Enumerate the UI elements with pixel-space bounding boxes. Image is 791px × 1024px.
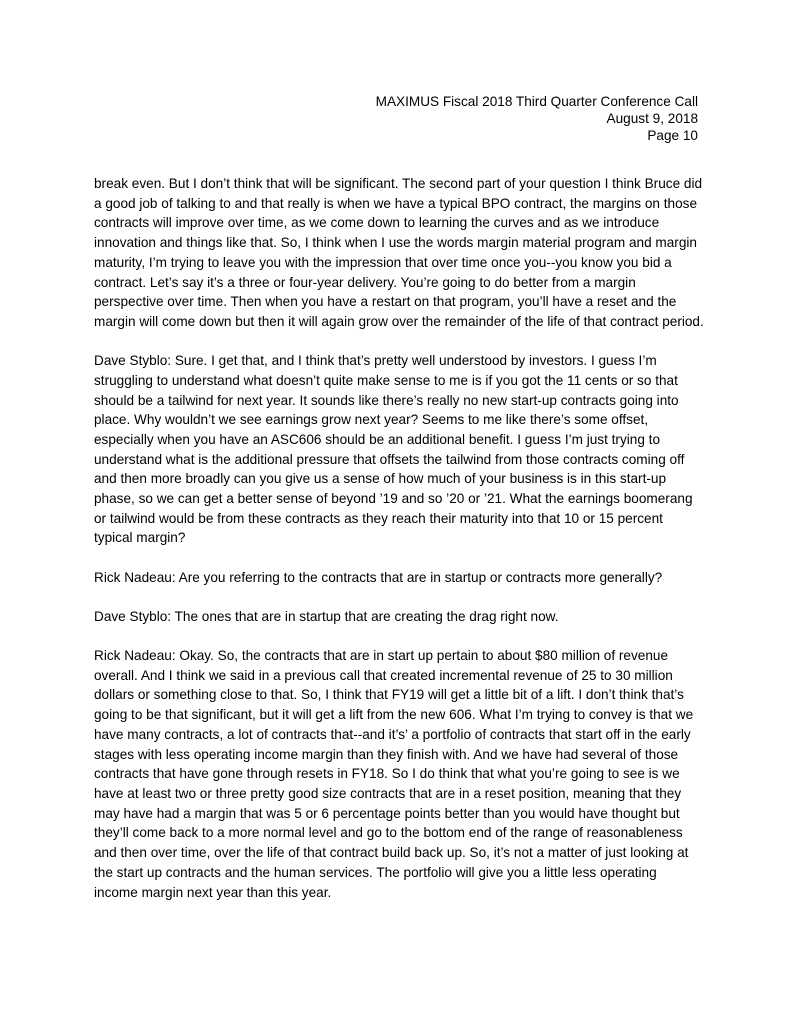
transcript-body [94, 174, 704, 922]
header-title: MAXIMUS Fiscal 2018 Third Quarter Conference Call [375, 94, 698, 109]
header-page-number: Page 10 [647, 128, 698, 144]
paragraph-rick-nadeau-clarify: Rick Nadeau: Are you referring to the contracts that are in startup or contracts more generally? [94, 569, 663, 585]
paragraph-rick-nadeau-answer: Rick Nadeau: Okay. So, the contracts that are in start up pertain to about $80 million of revenue overall. And I think we said in a previous call that created incremental revenue of 25 to 30 million dollars or something close to that. So, I think that FY19 will get a little bit of a lift. I don’t think that’s going to be that significant, but it will get a lift from the new 606. What I’m trying to convey is that we have many contracts, a lot of contracts that--and it’s’ a portfolio of contracts that start off in the early stages with less operating income margin than they finish with. And we have had several of those contracts that have gone through resets in FY18. So I do think that what you’re going to see is we have at least two or three pretty good size contracts that are in a reset position, meaning that they may have had a margin that was 5 or 6 percentage points better than you would have thought but they’ll come back to a more normal level and go to the bottom end of the range of reasonableness and then over time, over the life of that contract build back up. So, it’s not a matter of just looking at the start up contracts and the human services. The portfolio will give you a little less operating income margin next year than this year. [94, 648, 694, 900]
header-date: August 9, 2018 [606, 111, 698, 127]
paragraph-dave-styblo-question: Dave Styblo: Sure. I get that, and I think that’s pretty well understood by investors. I guess I’m struggling to understand what doesn’t quite make sense to me is if you got the 11 cents or so that should be a tailwind for next year. It sounds like there’s really no new start-up contracts going into place. Why wouldn’t we see earnings grow next year? Seems to me like there’s some offset, especially when you have an ASC606 should be an additional benefit. I guess I’m just trying to understand what is the additional pressure that offsets the tailwind from those contracts coming off and then more broadly can you give us a sense of how much of your business is in this start-up phase, so we can get a better sense of beyond ’19 and so ’20 or ’21. What the earnings boomerang or tailwind would be from these contracts as they reach their maturity into that 10 or 15 percent typical margin? [94, 353, 693, 546]
paragraph-dave-styblo-reply: Dave Styblo: The ones that are in startup that are creating the drag right now. [94, 608, 559, 624]
page-header [376, 93, 698, 145]
paragraph-continuation: break even. But I don’t think that will be significant. The second part of your question I think Bruce did a good job of talking to and that really is when we have a typical BPO contract, the margins on those contracts will improve over time, as we come down to learning the curves and as we introduce innovation and things like that. So, I think when I use the words margin material program and margin maturity, I’m trying to leave you with the impression that over time once you--you know you bid a contract. Let’s say it’s a three or four-year delivery. You’re going to do better from a margin perspective over time. Then when you have a restart on that program, you’ll have a reset and the margin will come down but then it will again grow over the remainder of the life of that contract period. [94, 176, 704, 329]
